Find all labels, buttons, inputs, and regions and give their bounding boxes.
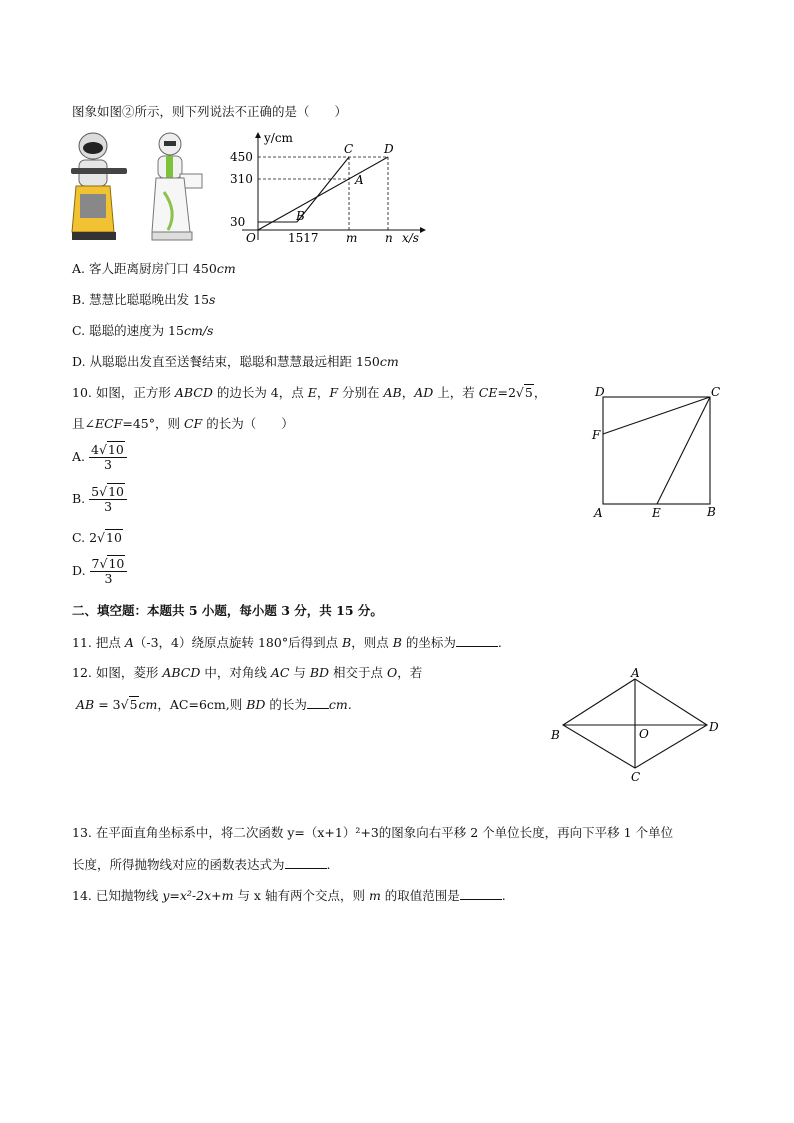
q9-option-a[interactable]: A. 客人距离厨房门口 450cm [72, 261, 236, 276]
robot-images [68, 132, 218, 244]
q12-line2: AB = 3√5cm，AC=6cm,则 BD 的长为 cm. [76, 697, 352, 712]
fraction: $\frac{7√10}{3}$ [90, 557, 128, 586]
label-b: B [551, 728, 560, 742]
point-label: A [355, 173, 364, 187]
robot-2-image [152, 133, 202, 240]
label-c: C [711, 385, 721, 399]
q9-intro: 图象如图②所示，则下列说法不正确的是（ ） [72, 104, 348, 119]
label-d: D [709, 720, 719, 734]
point-label: B [296, 209, 305, 223]
y-axis-label: y/cm [264, 131, 293, 145]
answer-blank[interactable] [307, 696, 329, 709]
label-f: F [592, 428, 601, 442]
q11: 11. 把点 A（-3，4）绕原点旋转 180°后得到点 B，则点 B 的坐标为 . [72, 635, 502, 650]
y-tick-label: 30 [230, 215, 246, 229]
label-b: B [707, 505, 716, 519]
label-e: E [652, 506, 661, 520]
y-axis-arrow [255, 132, 261, 138]
q10-option-a[interactable]: A. $\frac{4√10}{3}$ [72, 443, 127, 472]
q12-line1: 12. 如图，菱形 ABCD 中，对角线 AC 与 BD 相交于点 O，若 [72, 665, 423, 680]
fraction: $\frac{4√10}{3}$ [89, 443, 127, 472]
distance-time-graph [228, 128, 428, 246]
label-c: C [631, 770, 641, 784]
q10-option-c[interactable]: C. 2√10 [72, 530, 122, 545]
rhombus-figure [545, 664, 730, 786]
q13-line1: 13. 在平面直角坐标系中，将二次函数 y=（x+1）²+3的图象向右平移 2 个单位长度，再向下平移 1 个单位 [72, 825, 674, 840]
point-label: D [384, 142, 394, 156]
label-o: O [639, 727, 649, 741]
origin-label: O [246, 231, 256, 245]
y-tick-label: 310 [230, 172, 253, 186]
fraction: $\frac{5√10}{3}$ [89, 485, 127, 514]
x-tick-label: n [385, 231, 393, 245]
q10-stem-line2: 且∠ECF=45°，则 CF 的长为（ ） [72, 416, 294, 431]
answer-blank[interactable] [285, 856, 327, 869]
q9-option-b[interactable]: B. 慧慧比聪聪晚出发 15s [72, 292, 216, 307]
q10-option-b[interactable]: B. $\frac{5√10}{3}$ [72, 485, 127, 514]
label-a: A [594, 506, 603, 520]
label-a: A [631, 666, 640, 680]
point-label: C [344, 142, 354, 156]
section-title: 二、填空题：本题共 5 小题，每小题 3 分，共 15 分。 [72, 603, 383, 618]
x-axis-arrow [420, 227, 426, 233]
x-axis-label: x/s [402, 231, 419, 245]
q14: 14. 已知抛物线 y=x²-2x+m 与 x 轴有两个交点，则 m 的取值范围是 . [72, 888, 506, 903]
label-d: D [595, 385, 605, 399]
square-abcd [603, 397, 710, 504]
line-od [258, 157, 388, 230]
answer-blank[interactable] [456, 634, 498, 647]
q9-option-c[interactable]: C. 聪聪的速度为 15cm/s [72, 323, 214, 338]
q9-option-d[interactable]: D. 从聪聪出发直至送餐结束，聪聪和慧慧最远相距 150cm [72, 354, 399, 369]
q10-stem-line1: 10. 如图，正方形 ABCD 的边长为 4，点 E，F 分别在 AB，AD 上，若 CE=2√5， [72, 385, 547, 400]
x-tick-label: 1517 [288, 231, 319, 245]
square-figure [585, 383, 725, 523]
q10-option-d[interactable]: D. $\frac{7√10}{3}$ [72, 557, 127, 586]
robot-1-image [71, 133, 127, 240]
q13-line2: 长度，所得抛物线对应的函数表达式为 . [72, 857, 331, 872]
x-tick-label: m [346, 231, 358, 245]
y-tick-label: 450 [230, 150, 253, 164]
answer-blank[interactable] [460, 887, 502, 900]
